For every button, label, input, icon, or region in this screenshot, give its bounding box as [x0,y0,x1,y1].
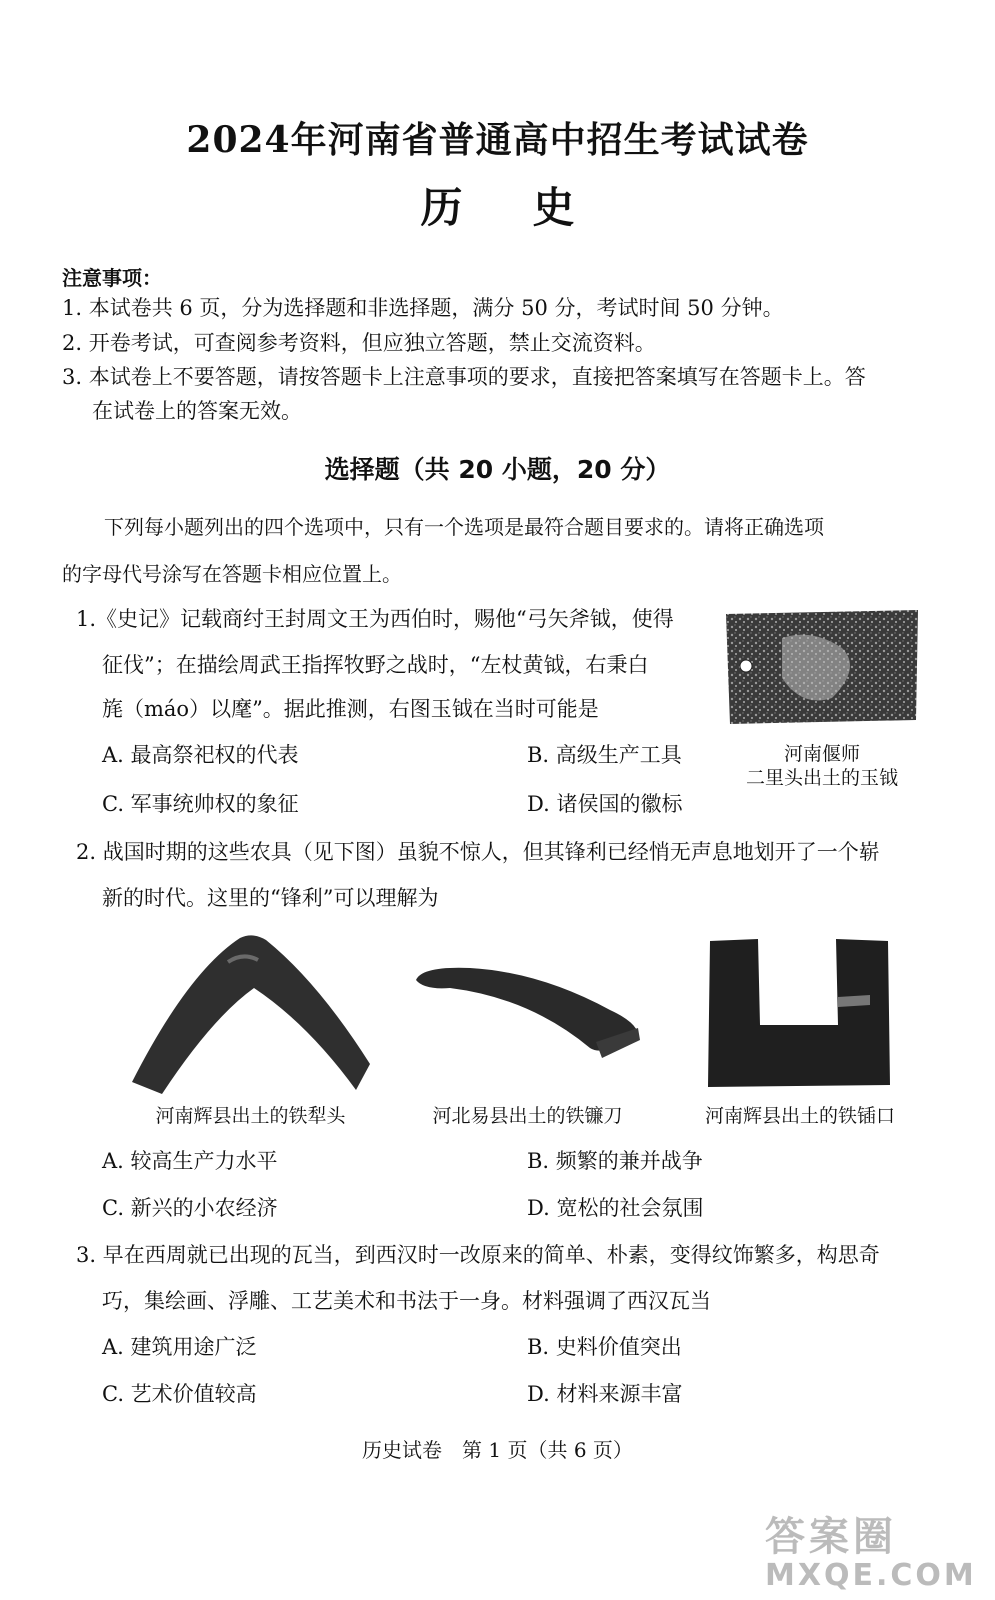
section-heading: 选择题（共 20 小题，20 分） [324,455,671,484]
q1-figure-caption-2: 二里头出土的玉钺 [745,767,898,789]
page-footer: 历史试卷 第 1 页（共 6 页） [362,1438,633,1462]
q2-figure-caption-3: 河南辉县出土的铁锸口 [704,1105,895,1127]
q2-figure-caption-1: 河南辉县出土的铁犁头 [155,1105,346,1127]
q1-option-d: D. 诸侯国的徽标 [527,792,683,816]
q1-line-3: 旄（máo）以麾”。据此推测，右图玉钺在当时可能是 [102,697,599,721]
section-instruction-2: 的字母代号涂写在答题卡相应位置上。 [62,562,402,586]
q1-line-2: 征伐”；在描绘周武王指挥牧野之战时，“左杖黄钺，右秉白 [102,653,649,677]
q3-line-1: 3. 早在西周就已出现的瓦当，到西汉时一改原来的简单、朴素，变得纹饰繁多，构思奇 [76,1243,880,1267]
notice-item-3: 3. 本试卷上不要答题，请按答题卡上注意事项的要求，直接把答案填写在答题卡上。答 [62,365,866,389]
q1-option-a: A. 最高祭祀权的代表 [102,743,299,767]
q2-option-b: B. 频繁的兼并战争 [527,1149,703,1173]
q3-option-b: B. 史料价值突出 [527,1335,682,1359]
q2-option-d: D. 宽松的社会氛围 [527,1196,704,1220]
q2-line-2: 新的时代。这里的“锋利”可以理解为 [102,886,439,910]
q1-option-b: B. 高级生产工具 [527,743,682,767]
q3-line-2: 巧，集绘画、浮雕、工艺美术和书法于一身。材料强调了西汉瓦当 [102,1289,711,1313]
iron-sickle-image [410,958,645,1073]
q2-option-a: A. 较高生产力水平 [102,1149,278,1173]
q1-line-1: 1.《史记》记载商纣王封周文王为西伯时，赐他“弓矢斧钺，使得 [76,607,674,631]
notice-item-1: 1. 本试卷共 6 页，分为选择题和非选择题，满分 50 分，考试时间 50 分钟。 [62,296,784,320]
iron-plough-image [128,932,373,1097]
watermark-logo [765,1505,977,1595]
q2-line-1: 2. 战国时期的这些农具（见下图）虽貌不惊人，但其锋利已经悄无声息地划开了一个崭 [76,840,880,864]
q2-option-c: C. 新兴的小农经济 [102,1196,278,1220]
iron-spade-image [702,935,894,1093]
watermark-line-1: 答案圈 [765,1514,897,1560]
q3-option-c: C. 艺术价值较高 [102,1382,257,1406]
subject-title: 历史 [420,183,645,232]
q3-option-d: D. 材料来源丰富 [527,1382,683,1406]
notice-heading: 注意事项： [62,266,162,290]
jade-yue-image [722,608,922,726]
q3-option-a: A. 建筑用途广泛 [102,1335,257,1359]
q1-figure-caption-1: 河南偃师 [783,743,860,765]
notice-item-2: 2. 开卷考试，可查阅参考资料，但应独立答题，禁止交流资料。 [62,331,656,355]
section-instruction-1: 下列每小题列出的四个选项中，只有一个选项是最符合题目要求的。请将正确选项 [104,515,824,539]
watermark-line-2: MXQE.COM [765,1558,977,1593]
q1-option-c: C. 军事统帅权的象征 [102,792,299,816]
q2-figure-caption-2: 河北易县出土的铁镰刀 [432,1105,623,1127]
notice-item-3-cont: 在试卷上的答案无效。 [92,399,302,423]
exam-title: 2024年河南省普通高中招生考试试卷 [186,119,809,161]
